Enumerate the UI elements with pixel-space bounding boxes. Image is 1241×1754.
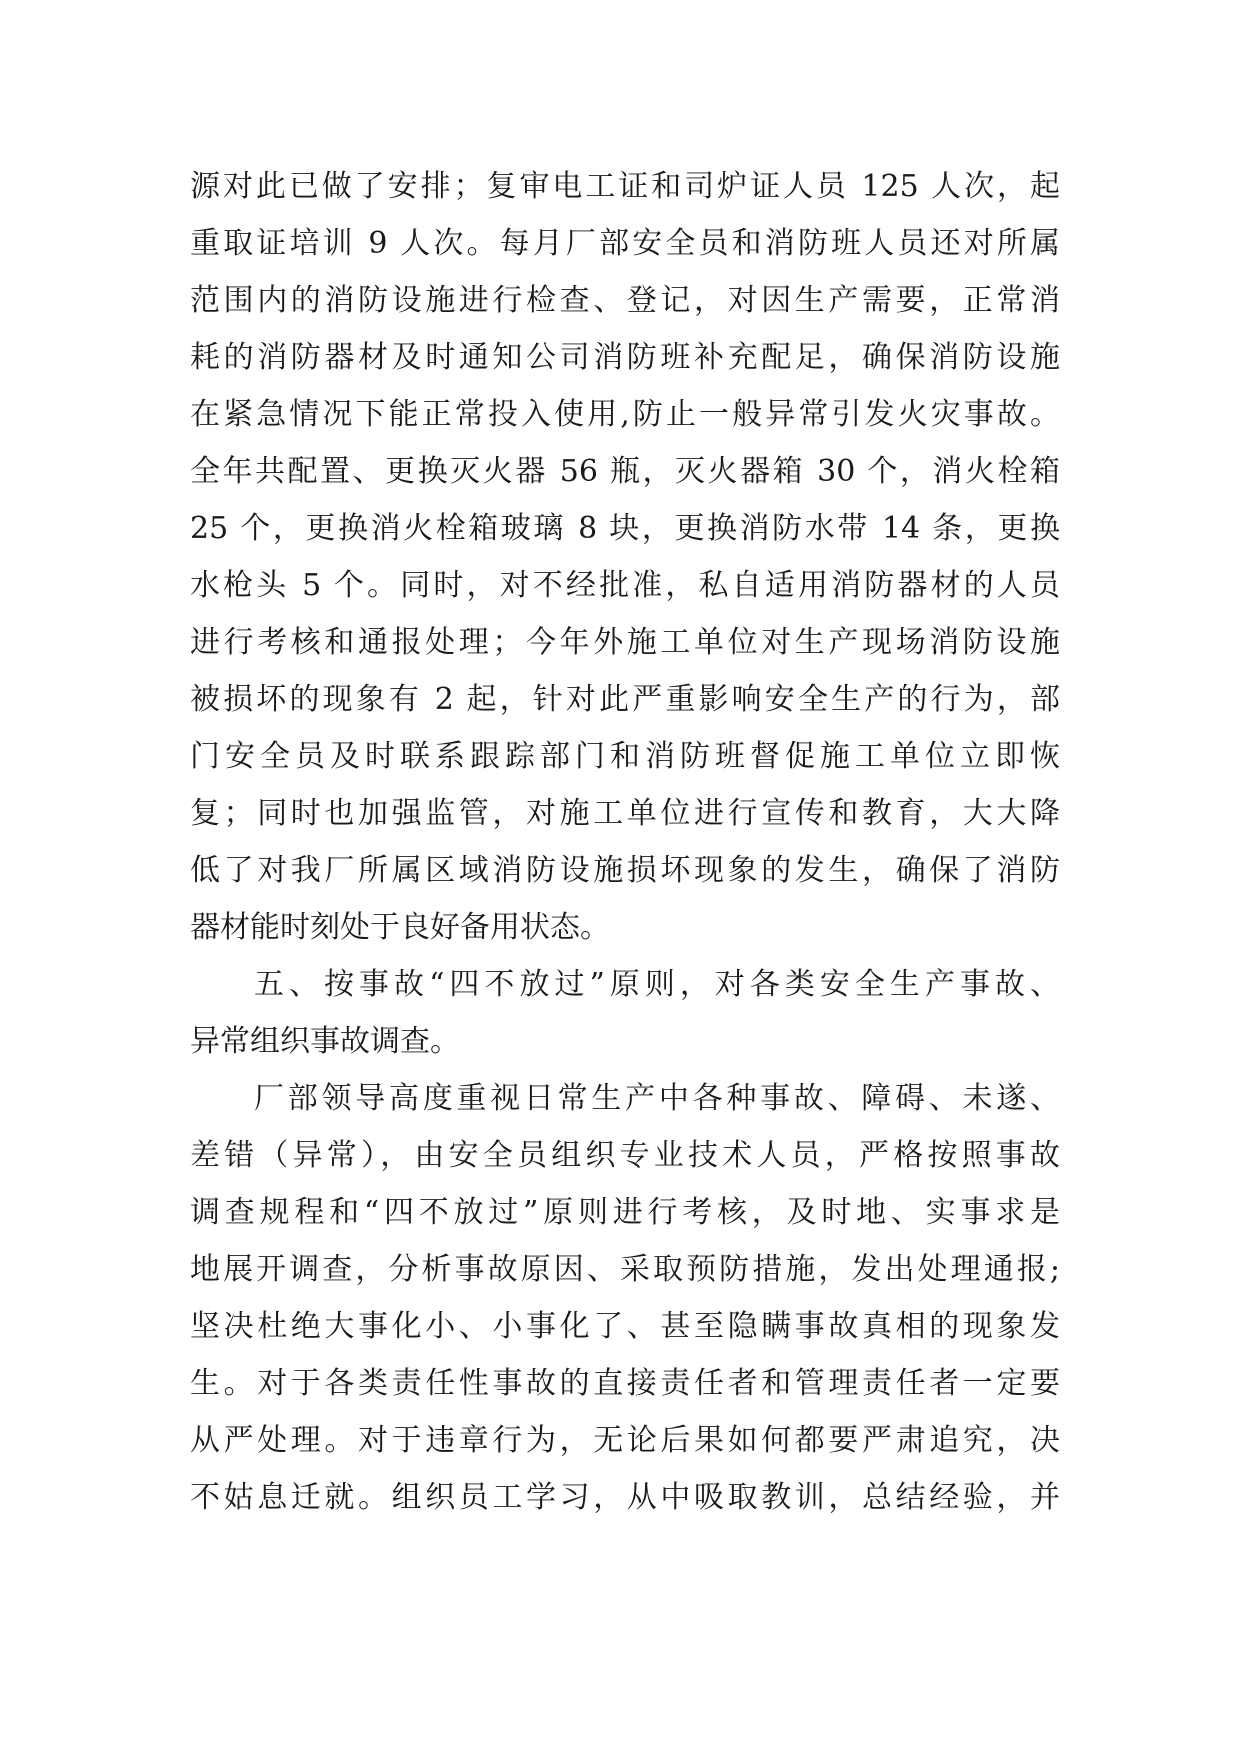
- text-line: 门安全员及时联系跟踪部门和消防班督促施工单位立即恢: [190, 739, 1060, 774]
- text-line: 坚决杜绝大事化小、小事化了、甚至隐瞒事故真相的现象发: [190, 1309, 1060, 1344]
- body-text: [190, 158, 1060, 1526]
- text-line: 厂部领导高度重视日常生产中各种事故、障碍、未遂、: [254, 1081, 1060, 1116]
- text-line: 调查规程和“四不放过”原则进行考核，及时地、实事求是: [190, 1195, 1060, 1230]
- text-line: 范围内的消防设施进行检查、登记，对因生产需要，正常消: [190, 283, 1060, 318]
- text-line: 地展开调查，分析事故原因、采取预防措施，发出处理通报;: [190, 1252, 1060, 1287]
- text-line: 重取证培训 9 人次。每月厂部安全员和消防班人员还对所属: [190, 226, 1060, 261]
- text-line: 复；同时也加强监管，对施工单位进行宣传和教育，大大降: [190, 796, 1060, 831]
- text-line: 差错（异常），由安全员组织专业技术人员，严格按照事故: [190, 1138, 1060, 1173]
- text-line: 低了对我厂所属区域消防设施损坏现象的发生，确保了消防: [190, 853, 1060, 888]
- text-line: 器材能时刻处于良好备用状态。: [190, 910, 610, 945]
- text-line: 生。对于各类责任性事故的直接责任者和管理责任者一定要: [190, 1366, 1060, 1401]
- text-line: 从严处理。对于违章行为，无论后果如何都要严肃追究，决: [190, 1423, 1060, 1458]
- text-line: 全年共配置、更换灭火器 56 瓶，灭火器箱 30 个，消火栓箱: [190, 454, 1060, 489]
- text-line: 源对此已做了安排；复审电工证和司炉证人员 125 人次，起: [190, 169, 1060, 204]
- text-line: 水枪头 5 个。同时，对不经批准，私自适用消防器材的人员: [190, 568, 1060, 603]
- section-heading-line: 异常组织事故调查。: [190, 1024, 460, 1059]
- text-line: 不姑息迁就。组织员工学习，从中吸取教训，总结经验，并: [190, 1480, 1060, 1515]
- text-line: 被损坏的现象有 2 起，针对此严重影响安全生产的行为，部: [190, 682, 1060, 717]
- text-line: 25 个，更换消火栓箱玻璃 8 块，更换消防水带 14 条，更换: [190, 511, 1060, 546]
- text-line: 耗的消防器材及时通知公司消防班补充配足，确保消防设施: [190, 340, 1060, 375]
- section-heading-line: 五、按事故“四不放过”原则，对各类安全生产事故、: [254, 967, 1060, 1002]
- text-line: 进行考核和通报处理；今年外施工单位对生产现场消防设施: [190, 625, 1060, 660]
- text-line: 在紧急情况下能正常投入使用,防止一般异常引发火灾事故。: [190, 397, 1060, 432]
